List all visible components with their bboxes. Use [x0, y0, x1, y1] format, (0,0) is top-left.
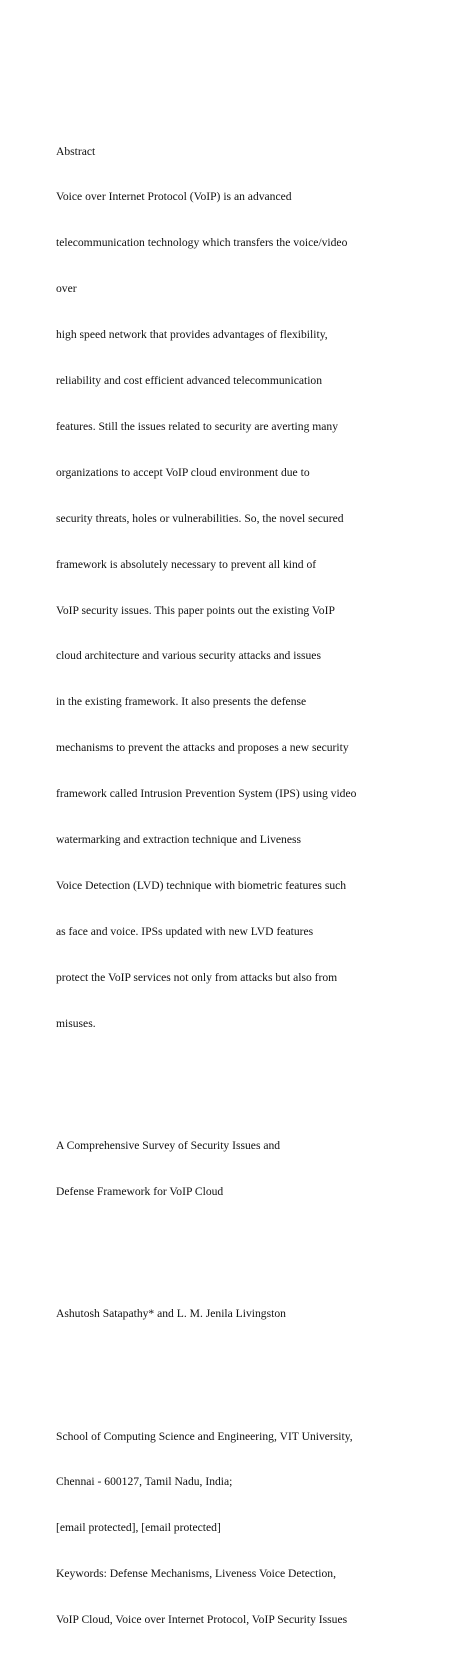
title-line: Defense Framework for VoIP Cloud — [56, 1184, 224, 1198]
abstract-line: over — [56, 282, 77, 296]
abstract-line: mechanisms to prevent the attacks and proposes a new security — [56, 741, 349, 755]
abstract-line: Voice over Internet Protocol (VoIP) is an advanced — [56, 190, 292, 204]
paragraph-gap — [56, 1077, 448, 1092]
abstract-line: reliability and cost efficient advanced telecommunication — [56, 374, 323, 388]
abstract-line: features. Still the issues related to security are averting many — [56, 419, 339, 433]
abstract-line: telecommunication technology which transfers the voice/video — [56, 236, 348, 250]
affiliation-line: Chennai - 600127, Tamil Nadu, India; — [56, 1475, 233, 1489]
abstract-line: as face and voice. IPSs updated with new LVD features — [56, 924, 314, 938]
paragraph-gap — [56, 1245, 448, 1260]
paragraph-gap — [56, 1367, 448, 1382]
keywords-line: VoIP Cloud, Voice over Internet Protocol, VoIP Security Issues — [56, 1613, 348, 1627]
abstract-line: watermarking and extraction technique and Liveness — [56, 832, 301, 846]
abstract-line: security threats, holes or vulnerabilities. So, the novel secured — [56, 511, 344, 525]
keywords-line: Keywords: Defense Mechanisms, Liveness Voice Detection, — [56, 1567, 337, 1581]
email-line: [email protected], [email protected] — [56, 1521, 221, 1535]
abstract-heading: Abstract — [56, 144, 96, 158]
abstract-line: in the existing framework. It also presents the defense — [56, 695, 307, 709]
abstract-line: cloud architecture and various security attacks and issues — [56, 649, 321, 663]
affiliation-line: School of Computing Science and Engineering, VIT University, — [56, 1429, 353, 1443]
title-line: A Comprehensive Survey of Security Issues and — [56, 1138, 281, 1152]
abstract-line: framework called Intrusion Prevention System (IPS) using video — [56, 787, 357, 801]
abstract-line: VoIP security issues. This paper points out the existing VoIP — [56, 603, 335, 617]
abstract-line: misuses. — [56, 1016, 96, 1030]
abstract-line: framework is absolutely necessary to prevent all kind of — [56, 557, 317, 571]
authors-line: Ashutosh Satapathy* and L. M. Jenila Livingston — [56, 1307, 286, 1321]
abstract-line: Voice Detection (LVD) technique with biometric features such — [56, 878, 347, 892]
document-body — [56, 113, 448, 1658]
abstract-line: organizations to accept VoIP cloud environment due to — [56, 465, 310, 479]
abstract-line: high speed network that provides advantages of flexibility, — [56, 328, 328, 342]
abstract-line: protect the VoIP services not only from attacks but also from — [56, 970, 338, 984]
